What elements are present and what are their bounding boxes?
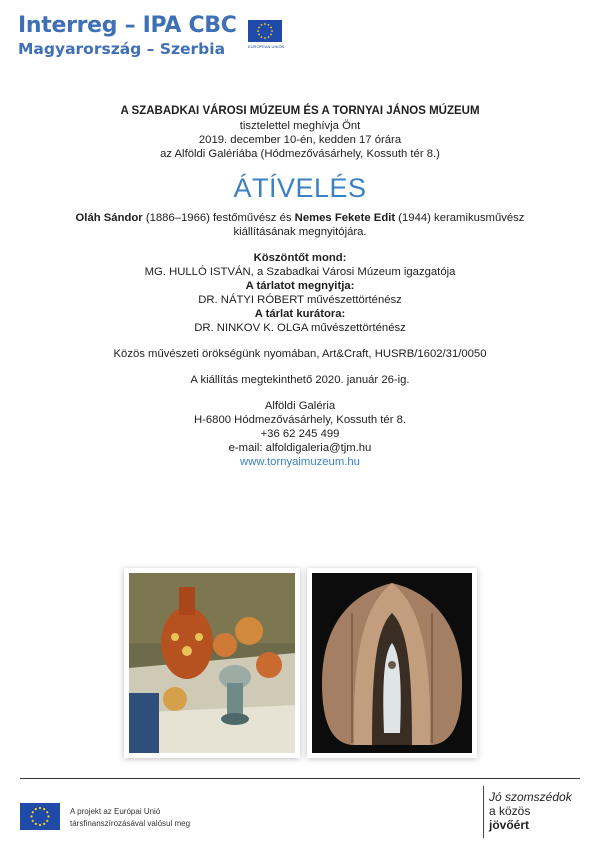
slogan-line3: jövőért — [489, 818, 530, 832]
logo-title: Interreg – IPA CBC — [18, 13, 237, 38]
greeting-label: Köszöntőt mond: — [253, 252, 347, 264]
artists-line — [0, 211, 600, 225]
event-date: 2019. december 10-én, kedden 17 órára — [198, 134, 402, 146]
program-slogan — [489, 790, 572, 832]
eu-funding-line2: társfinanszírozásával valósul meg — [70, 819, 191, 828]
exhibition-title: ÁTÍVELÉS — [233, 173, 367, 203]
eu-flag-caption: EUROPEAN UNION — [248, 44, 285, 49]
artist1-name: Oláh Sándor — [75, 212, 143, 224]
project-line: Közös művészeti örökségünk nyomában, Art&Craft, HUSRB/1602/31/0050 — [113, 348, 487, 360]
eu-flag-icon — [20, 803, 60, 830]
event-venue: az Alföldi Galériába (Hódmezővásárhely, Kossuth tér 8.) — [160, 148, 440, 160]
artists-line-2: kiállításának megnyitójára. — [233, 226, 367, 238]
opening-label: A tárlatot megnyitja: — [245, 280, 355, 292]
artwork-images — [0, 562, 600, 762]
eu-flag-icon — [248, 20, 282, 42]
painting-frame — [124, 568, 300, 758]
slogan-line1: Jó szomszédok — [489, 790, 572, 804]
artist2-name: Nemes Fekete Edit — [294, 212, 396, 224]
ceramic-sculpture-image — [312, 573, 472, 753]
artist2-description: (1944) keramikusművész — [395, 212, 525, 224]
footer-divider — [20, 778, 580, 779]
artist1-description: (1886–1966) festőművész és — [142, 212, 295, 224]
gallery-phone: +36 62 245 499 — [260, 428, 340, 440]
ceramic-frame — [307, 568, 477, 758]
slogan-line2: a közös — [489, 804, 531, 818]
interreg-logo — [18, 14, 318, 66]
eu-funding-line1: A projekt az Európai Unió — [70, 807, 161, 816]
still-life-painting — [129, 573, 295, 753]
slogan-divider — [483, 786, 484, 838]
greeting-person: MG. HULLÓ ISTVÁN, a Szabadkai Városi Múzeum igazgatója — [144, 266, 456, 278]
curator-label: A tárlat kurátora: — [254, 308, 346, 320]
website-link[interactable]: www.tornyaimuzeum.hu — [240, 456, 360, 468]
opening-person: DR. NÁTYI RÓBERT művészettörténész — [198, 294, 402, 306]
gallery-address: H-6800 Hódmezővásárhely, Kossuth tér 8. — [193, 414, 407, 426]
curator-person: DR. NINKOV K. OLGA művészettörténész — [194, 322, 406, 334]
open-until: A kiállítás megtekinthető 2020. január 26-ig. — [190, 374, 410, 386]
gallery-email[interactable]: e-mail: alfoldigaleria@tjm.hu — [228, 442, 372, 454]
invitation-content — [0, 104, 600, 469]
logo-subtitle: Magyarország – Szerbia — [18, 40, 226, 58]
eu-funding-text — [70, 806, 190, 830]
gallery-name: Alföldi Galéria — [264, 400, 336, 412]
invitation-greeting: tisztelettel meghívja Önt — [239, 120, 361, 132]
museums-heading: A SZABADKAI VÁROSI MÚZEUM ÉS A TORNYAI JÁNOS MÚZEUM — [120, 105, 480, 117]
